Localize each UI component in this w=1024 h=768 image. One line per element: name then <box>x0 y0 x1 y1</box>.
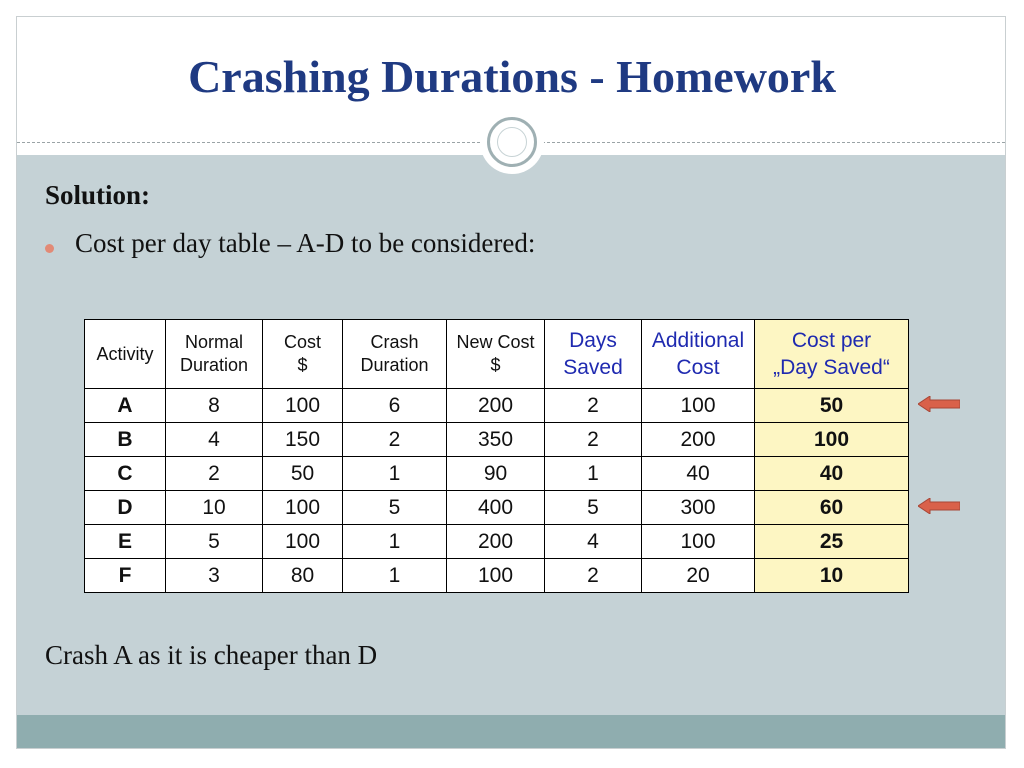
cell-activity: E <box>85 525 166 559</box>
cell-normal-duration: 4 <box>166 423 263 457</box>
cell-days-saved: 4 <box>545 525 642 559</box>
cell-cost: 80 <box>263 559 343 593</box>
header-activity <box>85 320 166 389</box>
cell-activity: A <box>85 389 166 423</box>
conclusion-text: Crash A as it is cheaper than D <box>45 640 378 670</box>
header-activity-label: Activity <box>96 343 154 364</box>
cell-days-saved: 5 <box>545 491 642 525</box>
cell-crash-duration: 1 <box>343 525 447 559</box>
left-arrow-icon <box>918 396 960 412</box>
header-normal-duration <box>166 320 263 389</box>
cell-additional-cost: 300 <box>642 491 755 525</box>
cell-crash-duration: 5 <box>343 491 447 525</box>
cell-new-cost: 350 <box>447 423 545 457</box>
table-row <box>85 491 909 525</box>
left-arrow-icon <box>918 498 960 514</box>
header-additional-cost <box>642 320 755 389</box>
header-line-1: Crash <box>370 332 419 352</box>
cell-new-cost: 200 <box>447 389 545 423</box>
header-crash-duration <box>343 320 447 389</box>
header-line-1: Cost <box>283 332 321 352</box>
table-row <box>85 559 909 593</box>
cell-additional-cost: 200 <box>642 423 755 457</box>
cell-activity: D <box>85 491 166 525</box>
slide-title: Crashing Durations - Homework <box>188 51 836 102</box>
circle-ornament-icon <box>480 110 544 174</box>
header-line-1: New Cost <box>456 332 535 352</box>
cell-days-saved: 2 <box>545 559 642 593</box>
header-line-1: Normal <box>184 332 243 352</box>
cell-additional-cost: 20 <box>642 559 755 593</box>
cell-cost: 150 <box>263 423 343 457</box>
header-new-cost <box>447 320 545 389</box>
table-row <box>85 423 909 457</box>
header-line-1: Additional <box>651 329 745 352</box>
header-days-saved <box>545 320 642 389</box>
ornament-inner <box>497 127 527 157</box>
cell-normal-duration: 10 <box>166 491 263 525</box>
cell-activity: F <box>85 559 166 593</box>
header-line-2: $ <box>297 355 308 375</box>
header-cost-per-day-saved <box>755 320 909 389</box>
cell-cost: 100 <box>263 389 343 423</box>
cell-cost-per-day: 40 <box>755 457 909 491</box>
cell-additional-cost: 40 <box>642 457 755 491</box>
bullet-text: Cost per day table – A-D to be considered: <box>75 228 536 258</box>
table-row <box>85 457 909 491</box>
cell-crash-duration: 2 <box>343 423 447 457</box>
cell-cost-per-day: 10 <box>755 559 909 593</box>
cell-normal-duration: 8 <box>166 389 263 423</box>
header-line-1: Cost per <box>791 329 872 352</box>
cell-normal-duration: 2 <box>166 457 263 491</box>
cost-per-day-table <box>84 319 909 593</box>
header-cost <box>263 320 343 389</box>
cell-days-saved: 2 <box>545 389 642 423</box>
solution-heading: Solution: <box>45 180 151 210</box>
footer-bar <box>17 715 1005 748</box>
cell-cost-per-day: 50 <box>755 389 909 423</box>
header-line-2: Cost <box>676 356 720 379</box>
header-line-1: Days <box>569 329 617 352</box>
cell-new-cost: 90 <box>447 457 545 491</box>
cell-cost: 100 <box>263 491 343 525</box>
cell-cost-per-day: 100 <box>755 423 909 457</box>
header-line-2: Duration <box>179 355 249 375</box>
header-line-2: Duration <box>360 355 429 375</box>
bullet-dot-icon <box>45 244 54 253</box>
header-line-2: Saved <box>563 356 623 379</box>
table-header-row <box>85 320 909 389</box>
cell-days-saved: 2 <box>545 423 642 457</box>
cell-crash-duration: 6 <box>343 389 447 423</box>
ornament-ring <box>487 117 537 167</box>
header-line-2: „Day Saved“ <box>773 356 890 379</box>
cell-new-cost: 200 <box>447 525 545 559</box>
cell-additional-cost: 100 <box>642 525 755 559</box>
cell-cost-per-day: 25 <box>755 525 909 559</box>
cell-cost: 100 <box>263 525 343 559</box>
cell-crash-duration: 1 <box>343 559 447 593</box>
cell-new-cost: 400 <box>447 491 545 525</box>
cell-days-saved: 1 <box>545 457 642 491</box>
cell-crash-duration: 1 <box>343 457 447 491</box>
cell-cost: 50 <box>263 457 343 491</box>
cell-normal-duration: 3 <box>166 559 263 593</box>
header-line-2: $ <box>490 355 501 375</box>
table-row <box>85 389 909 423</box>
cell-cost-per-day: 60 <box>755 491 909 525</box>
cell-additional-cost: 100 <box>642 389 755 423</box>
cell-normal-duration: 5 <box>166 525 263 559</box>
table-row <box>85 525 909 559</box>
cell-activity: B <box>85 423 166 457</box>
cell-activity: C <box>85 457 166 491</box>
cell-new-cost: 100 <box>447 559 545 593</box>
